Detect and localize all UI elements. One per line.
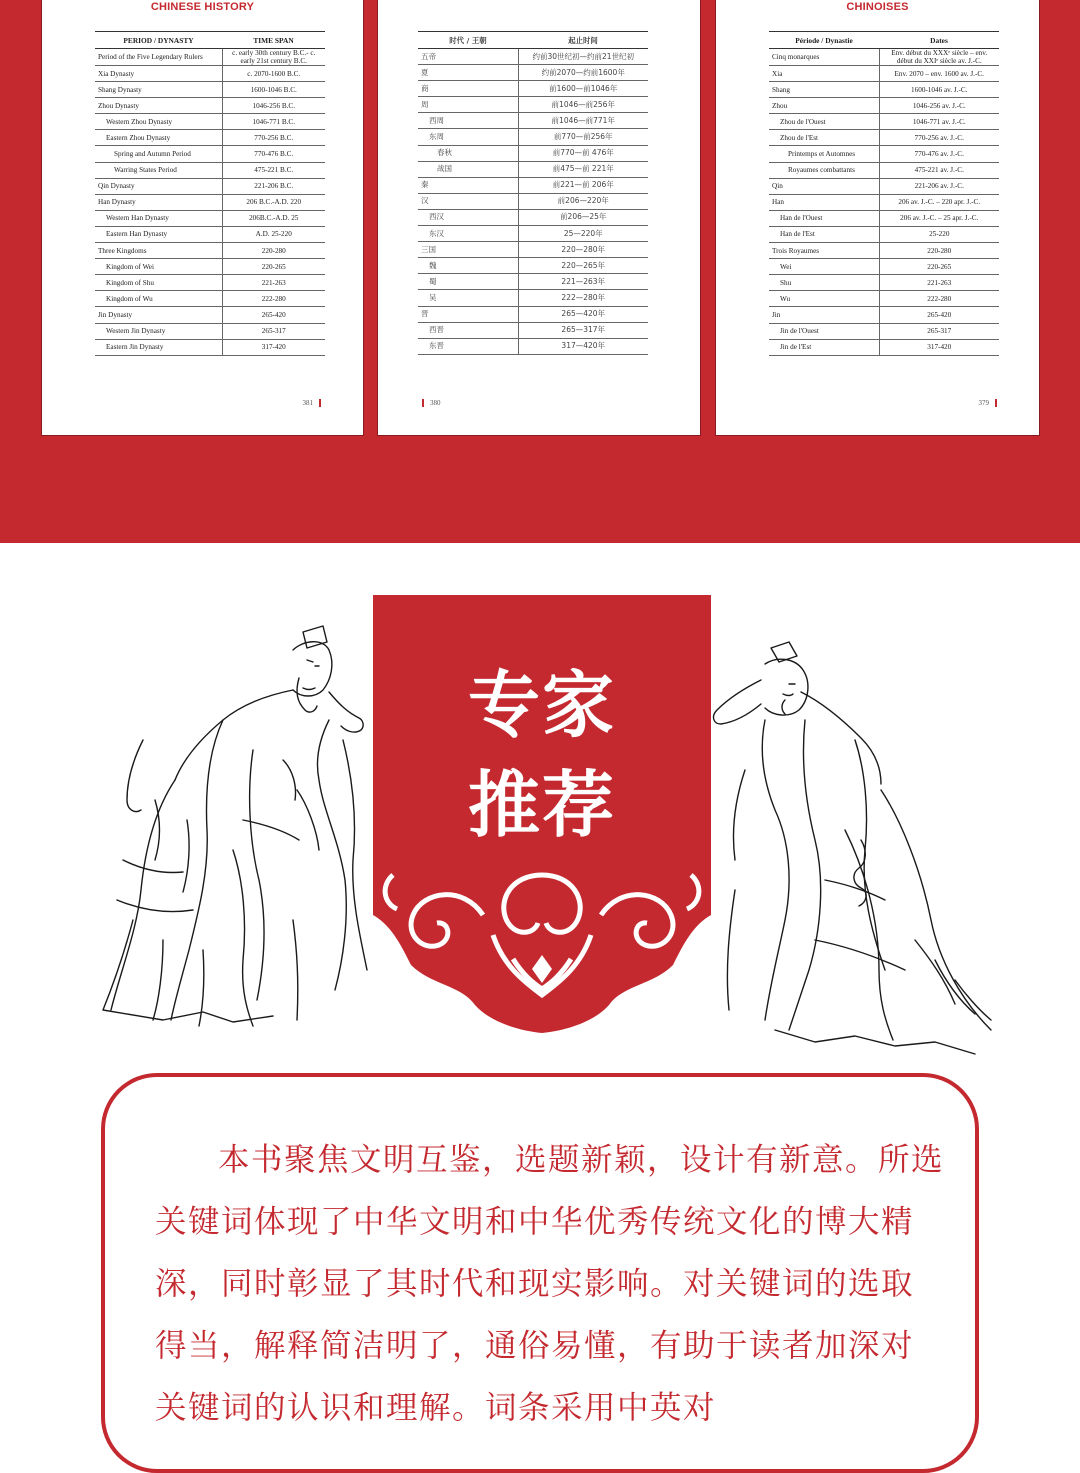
period-cell: Western Han Dynasty [95,210,222,226]
table-row [769,162,999,178]
period-cell: Zhou de l'Ouest [769,114,879,130]
period-cell: Han Dynasty [95,194,222,210]
period-cell: 吴 [418,290,518,306]
period-cell: Han [769,194,879,210]
recommendation-text: 本书聚焦文明互鉴，选题新颖，设计有新意。所选关键词体现了中华文明和中华优秀传统文化的博大精深，同时彰显了其时代和现实影响。对关键词的选取得当，解释简洁明了，通俗易懂，有助于读者加深对关键词的认识和理解。词条采用中英对 [155,1142,945,1426]
period-cell: 战国 [418,161,518,177]
table-row [418,193,648,209]
table-row [418,226,648,242]
time-span-cell: 317—420年 [518,338,648,354]
period-cell: 东晋 [418,338,518,354]
time-span-cell: 前221—前 206年 [518,177,648,193]
table-row [769,114,999,130]
time-span-cell: 220-280 [879,243,999,259]
table-row [95,98,325,114]
period-cell: 三国 [418,242,518,258]
period-cell: 商 [418,81,518,97]
column-header-period: 时代 / 王朝 [418,32,518,49]
time-span-cell: 317-420 [222,339,325,355]
table-row [418,113,648,129]
period-cell: 魏 [418,258,518,274]
period-cell: Shang [769,82,879,98]
period-cell: 汉 [418,193,518,209]
period-cell: Printemps et Automnes [769,146,879,162]
banner-title-line1: 专家 [467,662,616,747]
table-row [418,338,648,354]
table-row [95,243,325,259]
time-span-cell: 1600-1046 B.C. [222,82,325,98]
time-span-cell: 475-221 B.C. [222,162,325,178]
table-row [769,49,999,66]
table-row [418,258,648,274]
time-span-cell: 770-476 B.C. [222,146,325,162]
time-span-cell: 约前2070—约前1600年 [518,65,648,81]
period-cell: Zhou [769,98,879,114]
period-cell: Cinq monarques [769,49,879,66]
period-cell: Western Zhou Dynasty [95,114,222,130]
time-span-cell: c. 2070-1600 B.C. [222,66,325,82]
period-cell: Xia Dynasty [95,66,222,82]
time-span-cell: 220—280年 [518,242,648,258]
table-row [769,275,999,291]
time-span-cell: 265-317 [879,323,999,339]
period-cell: Xia [769,66,879,82]
time-span-cell: 1046-771 B.C. [222,114,325,130]
time-span-cell: 221-263 [879,275,999,291]
time-span-cell: 220-265 [222,259,325,275]
book-page-chinese [377,0,701,436]
period-cell: 夏 [418,65,518,81]
time-span-cell: 220—265年 [518,258,648,274]
table-row [769,243,999,259]
period-cell: Zhou de l'Est [769,130,879,146]
chronology-table [418,31,648,355]
page-number: 381 [303,399,328,407]
table-row [769,291,999,307]
table-row [418,209,648,225]
period-cell: Eastern Han Dynasty [95,226,222,242]
period-cell: 周 [418,97,518,113]
table-row [95,275,325,291]
table-row [95,339,325,355]
period-cell: Eastern Jin Dynasty [95,339,222,355]
page-heading: CHINOISES [846,1,909,13]
period-cell: Spring and Autumn Period [95,146,222,162]
time-span-cell: 770-476 av. J.-C. [879,146,999,162]
chronology-table [95,31,325,356]
table-row [418,129,648,145]
time-span-cell: 221-206 B.C. [222,178,325,194]
time-span-cell: 前1600—前1046年 [518,81,648,97]
table-row [418,177,648,193]
period-cell: Zhou Dynasty [95,98,222,114]
table-row [95,162,325,178]
table-row [418,81,648,97]
table-row [769,226,999,242]
table-row [769,82,999,98]
table-row [769,259,999,275]
period-cell: Trois Royaumes [769,243,879,259]
table-row [418,306,648,322]
table-row [418,49,648,65]
time-span-cell: 221—263年 [518,274,648,290]
period-cell: 西周 [418,113,518,129]
table-row [769,307,999,323]
period-cell: Jin [769,307,879,323]
time-span-cell: 206B.C.-A.D. 25 [222,210,325,226]
book-page-english [41,0,364,436]
table-row [418,97,648,113]
period-cell: Kingdom of Wei [95,259,222,275]
time-span-cell: 265-317 [222,323,325,339]
time-span-cell: 约前30世纪初—约前21世纪初 [518,49,648,65]
table-row [95,259,325,275]
period-cell: Eastern Zhou Dynasty [95,130,222,146]
period-cell: 春秋 [418,145,518,161]
time-span-cell: 770-256 B.C. [222,130,325,146]
time-span-cell: 前770—前 476年 [518,145,648,161]
time-span-cell: c. early 30th century B.C.- c. early 21st century B.C. [222,49,325,66]
table-row [95,291,325,307]
column-header-time: Dates [879,32,999,49]
table-row [95,66,325,82]
time-span-cell: 前206—220年 [518,193,648,209]
bowing-scholar-left-illustration [93,620,373,1030]
time-span-cell: 770-256 av. J.-C. [879,130,999,146]
time-span-cell: 265-420 [222,307,325,323]
table-row [95,210,325,226]
period-cell: Shu [769,275,879,291]
period-cell: Kingdom of Wu [95,291,222,307]
expert-recommendation-banner [373,595,711,859]
period-cell: 东周 [418,129,518,145]
time-span-cell: 220-265 [879,259,999,275]
column-header-period: PERIOD / DYNASTY [95,32,222,49]
period-cell: 西晋 [418,322,518,338]
table-row [769,178,999,194]
time-span-cell: 222-280 [879,291,999,307]
column-header-period: Période / Dynastie [769,32,879,49]
time-span-cell: 前770—前256年 [518,129,648,145]
time-span-cell: Env. 2070 – env. 1600 av. J.-C. [879,66,999,82]
time-span-cell: 1600-1046 av. J.-C. [879,82,999,98]
page-heading: CHINESE HISTORY [150,1,255,13]
table-row [769,66,999,82]
table-row [95,82,325,98]
time-span-cell: 25-220 [879,226,999,242]
time-span-cell: 206 B.C.-A.D. 220 [222,194,325,210]
time-span-cell: 222-280 [222,291,325,307]
time-span-cell: 222—280年 [518,290,648,306]
period-cell: 蜀 [418,274,518,290]
time-span-cell: 220-280 [222,243,325,259]
table-row [418,145,648,161]
bowing-scholar-right-illustration [705,640,1005,1060]
auspicious-cloud-ornament [373,855,711,1035]
period-cell: Jin de l'Est [769,339,879,355]
table-row [418,290,648,306]
page-number: 379 [979,399,1004,407]
time-span-cell: 221-206 av. J.-C. [879,178,999,194]
period-cell: Qin Dynasty [95,178,222,194]
table-row [418,161,648,177]
table-row [95,146,325,162]
period-cell: 东汉 [418,226,518,242]
time-span-cell: 前206—25年 [518,209,648,225]
time-span-cell: 221-263 [222,275,325,291]
period-cell: Royaumes combattants [769,162,879,178]
table-row [769,339,999,355]
time-span-cell: 25—220年 [518,226,648,242]
table-row [769,323,999,339]
period-cell: Han de l'Est [769,226,879,242]
time-span-cell: A.D. 25-220 [222,226,325,242]
table-row [95,194,325,210]
table-row [95,323,325,339]
time-span-cell: 317-420 [879,339,999,355]
period-cell: Wu [769,291,879,307]
table-row [769,146,999,162]
time-span-cell: 1046-771 av. J.-C. [879,114,999,130]
table-row [95,178,325,194]
table-row [95,130,325,146]
time-span-cell: 206 av. J.-C. – 220 apr. J.-C. [879,194,999,210]
period-cell: Qin [769,178,879,194]
table-row [418,322,648,338]
time-span-cell: 265—317年 [518,322,648,338]
column-header-time: TIME SPAN [222,32,325,49]
recommendation-frame [101,1073,979,1473]
time-span-cell: 475-221 av. J.-C. [879,162,999,178]
period-cell: Han de l'Ouest [769,210,879,226]
table-row [769,98,999,114]
table-row [95,226,325,242]
table-row [95,114,325,130]
table-row [95,307,325,323]
period-cell: Wei [769,259,879,275]
table-row [418,274,648,290]
period-cell: Jin Dynasty [95,307,222,323]
period-cell: Three Kingdoms [95,243,222,259]
table-row [769,130,999,146]
time-span-cell: Env. début du XXXᵉ siècle – env. début du XXIᵉ siècle av. J.-C. [879,49,999,66]
time-span-cell: 1046-256 B.C. [222,98,325,114]
banner-title-line2: 推荐 [467,762,616,847]
time-span-cell: 前475—前 221年 [518,161,648,177]
period-cell: Period of the Five Legendary Rulers [95,49,222,66]
book-page-french [715,0,1040,436]
time-span-cell: 206 av. J.-C. – 25 apr. J.-C. [879,210,999,226]
time-span-cell: 265-420 [879,307,999,323]
time-span-cell: 1046-256 av. J.-C. [879,98,999,114]
page-number: 380 [416,399,441,407]
table-row [769,194,999,210]
period-cell: Shang Dynasty [95,82,222,98]
time-span-cell: 前1046—前771年 [518,113,648,129]
period-cell: 五帝 [418,49,518,65]
period-cell: Kingdom of Shu [95,275,222,291]
table-row [418,65,648,81]
table-row [769,210,999,226]
period-cell: Warring States Period [95,162,222,178]
time-span-cell: 265—420年 [518,306,648,322]
period-cell: 西汉 [418,209,518,225]
period-cell: 晋 [418,306,518,322]
period-cell: 秦 [418,177,518,193]
table-row [418,242,648,258]
period-cell: Western Jin Dynasty [95,323,222,339]
table-row [95,49,325,66]
time-span-cell: 前1046—前256年 [518,97,648,113]
period-cell: Jin de l'Ouest [769,323,879,339]
column-header-time: 起止时间 [518,32,648,49]
chronology-table [769,31,999,356]
